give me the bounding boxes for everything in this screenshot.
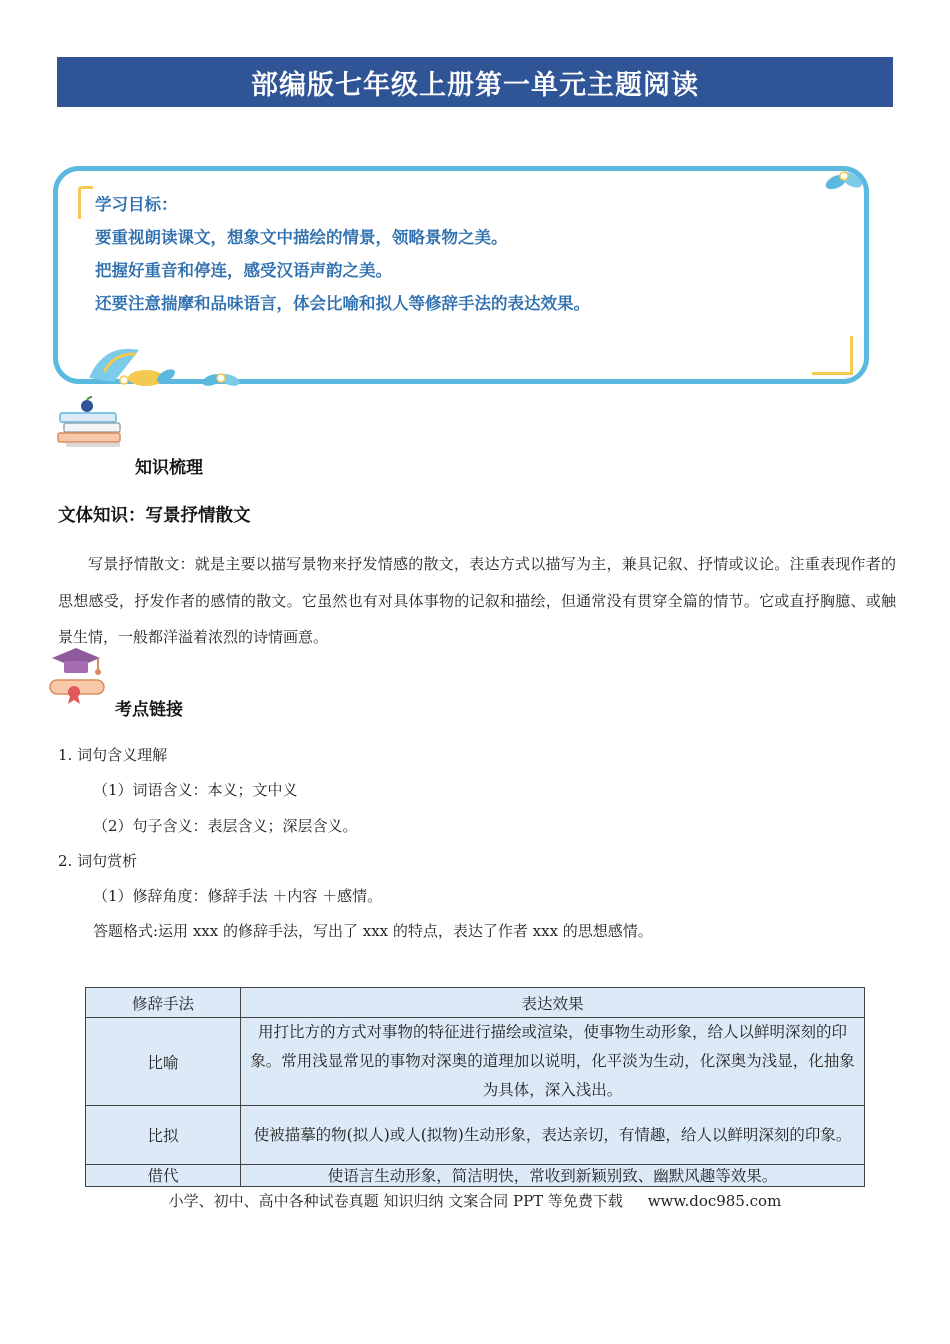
footer-url: www.doc985.com	[647, 1192, 782, 1210]
exam-point-line: 1. 词句含义理解	[58, 746, 168, 764]
rhetoric-device-cell: 比拟	[86, 1106, 241, 1165]
rhetoric-effect-cell: 使语言生动形象，简洁明快，常收到新颖别致、幽默风趣等效果。	[241, 1165, 865, 1187]
table-header-row	[86, 988, 865, 1018]
rhetoric-device-cell: 比喻	[86, 1018, 241, 1106]
genre-description: 写景抒情散文：就是主要以描写景物来抒发情感的散文，表达方式以描写为主，兼具记叙、抒情或议论。注重表现作者的思想感受，抒发作者的感情的散文。它虽然也有对具体事物的记叙和描绘，但通常没有贯穿全篇的情节。它或直抒胸臆、或触景生情，一般都洋溢着浓烈的诗情画意。	[58, 555, 896, 646]
corner-decoration	[78, 186, 93, 219]
learning-goal-item: 还要注意揣摩和品味语言，体会比喻和拟人等修辞手法的表达效果。	[95, 294, 590, 313]
section-heading-knowledge: 知识梳理	[135, 458, 203, 478]
table-header-cell: 表达效果	[241, 988, 865, 1018]
rhetoric-effect-cell: 用打比方的方式对事物的特征进行描绘或渲染，使事物生动形象，给人以鲜明深刻的印象。常用浅显常见的事物对深奥的道理加以说明，化平淡为生动，化深奥为浅显，化抽象为具体，深入浅出。	[241, 1018, 865, 1106]
footer-text: 小学、初中、高中各种试卷真题 知识归纳 文案合同 PPT 等免费下载	[168, 1192, 623, 1210]
section-heading-exam-points: 考点链接	[115, 700, 183, 720]
table-header-cell: 修辞手法	[86, 988, 241, 1018]
table-row	[86, 1106, 865, 1165]
books-icon	[56, 396, 124, 450]
learning-goal-item: 要重视朗读课文，想象文中描绘的情景，领略景物之美。	[95, 228, 508, 247]
page-title: 部编版七年级上册第一单元主题阅读	[57, 57, 893, 107]
genre-subheading: 文体知识：写景抒情散文	[58, 506, 251, 526]
exam-point-line: （2）句子含义：表层含义；深层含义。	[93, 817, 358, 835]
page-footer	[0, 1190, 950, 1211]
table-row	[86, 1018, 865, 1106]
learning-goals-label: 学习目标：	[95, 195, 178, 214]
learning-goal-item: 把握好重音和停连，感受汉语声韵之美。	[95, 261, 392, 280]
rhetoric-effect-cell: 使被描摹的物(拟人)或人(拟物)生动形象，表达亲切，有情趣，给人以鲜明深刻的印象。	[241, 1106, 865, 1165]
learning-goals	[95, 188, 855, 320]
table-row	[86, 1165, 865, 1187]
exam-point-line: （1）修辞角度：修辞手法 ＋内容 ＋感情。	[93, 887, 383, 905]
umbrella-decoration-icon	[84, 338, 184, 388]
answer-format-line: 答题格式:运用 xxx 的修辞手法，写出了 xxx 的特点，表达了作者 xxx 的思想感情。	[93, 922, 653, 940]
rhetoric-table	[85, 987, 865, 1187]
corner-decoration	[812, 336, 853, 375]
exam-point-line: （1）词语含义：本义；文中义	[93, 781, 298, 799]
leaf-decoration-icon	[200, 366, 242, 390]
graduation-cap-icon	[48, 644, 110, 704]
exam-point-line: 2. 词句赏析	[58, 852, 138, 870]
rhetoric-device-cell: 借代	[86, 1165, 241, 1187]
